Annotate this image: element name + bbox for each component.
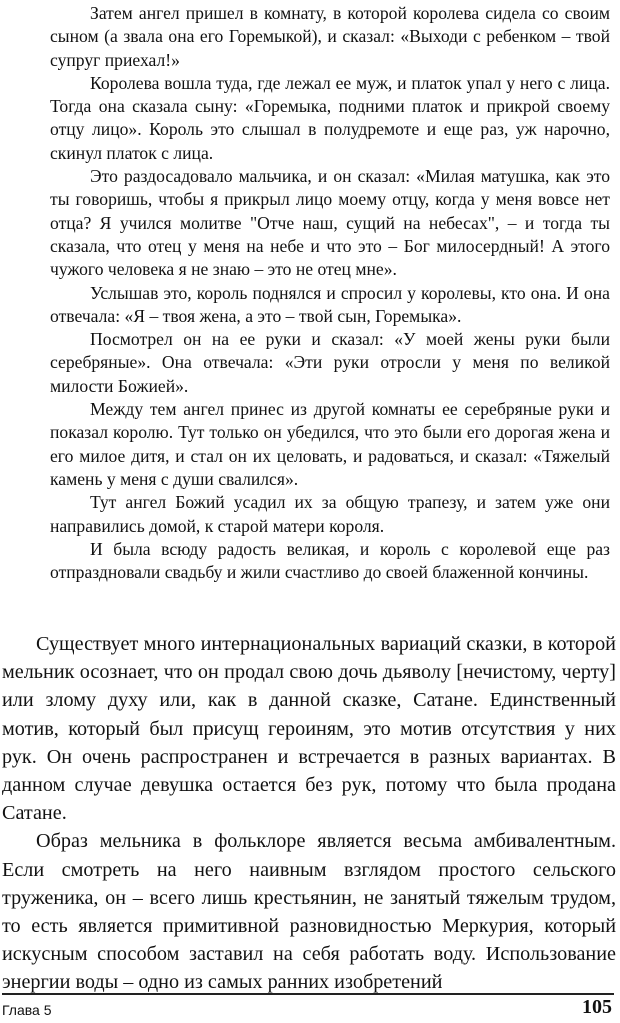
quote-paragraph: Между тем ангел принес из другой комнаты ее серебряные руки и показал королю. Тут только он убедился, что это были его дорогая жена и его милое дитя, и стал он их целовать, и радоваться, и сказал: «Тяжелый камень у меня с души свалился». (50, 399, 610, 489)
quote-paragraph: И была всюду радость великая, и король с королевой еще раз отпраздновали свадьбу и жили счастливо до своей блаженной кончины. (50, 538, 610, 583)
footer-rule (2, 993, 614, 995)
quote-paragraph: Услышав это, король поднялся и спросил у королевы, кто она. И она отвечала: «Я – твоя жена, а это – твой сын, Горемыка». (50, 282, 610, 326)
body-paragraph: Образ мельника в фольклоре является весьма амбивалентным. Если смотреть на него наивным взглядом простого сельского труженика, он – всего лишь крестьянин, не занятый тяжелым трудом, то есть является примитивной разновидностью Меркурия, который искусным способом заставил на себя работать воду. Использование энергии воды – одно из самых ранних изобретений (2, 830, 616, 994)
chapter-label: Глава 5 (2, 1002, 52, 1018)
quote-paragraph: Королева вошла туда, где лежал ее муж, и платок упал у него с лица. Тогда она сказала сыну: «Горемыка, подними платок и прикрой своему отцу лицо». Король это слышал в полудремоте и еще раз, уж нарочно, скинул платок с лица. (50, 72, 610, 163)
quote-paragraph: Затем ангел пришел в комнату, в которой королева сидела со своим сыном (а звала она его Горемыкой), и сказал: «Выходи с ребенком – твой супруг приехал!» (50, 3, 610, 70)
fairy-tale-quote (50, 2, 610, 584)
body-paragraph: Существует много интернациональных вариаций сказки, в которой мельник осознает, что он продал свою дочь дьяволу [нечистому, черту] или злому духу или, как в данной сказке, Сатане. Единственный мотив, который был присущ героиням, это мотив отсутствия у них рук. Он очень распространен и встречается в разных вариантах. В данном случае девушка остается без рук, потому что была продана Сатане. (2, 633, 616, 825)
page-number: 105 (582, 996, 612, 1018)
quote-paragraph: Тут ангел Божий усадил их за общую трапезу, и затем уже они направились домой, к старой матери короля. (50, 492, 610, 536)
quote-paragraph: Посмотрел он на ее руки и сказал: «У моей жены руки были серебряные». Она отвечала: «Эти руки отросли у меня по великой милости Божией». (50, 329, 610, 396)
main-text (2, 630, 616, 997)
quote-paragraph: Это раздосадовало мальчика, и он сказал: «Милая матушка, как это ты говоришь, чтобы я прикрыл лицо моему отцу, когда у меня вовсе нет отца? Я учился молитве "Отче наш, сущий на небесах", – и тогда ты сказала, что отец у меня на небе и что это – Бог милосердный! А этого чужого человека я не знаю – это не отец мне». (50, 166, 610, 280)
